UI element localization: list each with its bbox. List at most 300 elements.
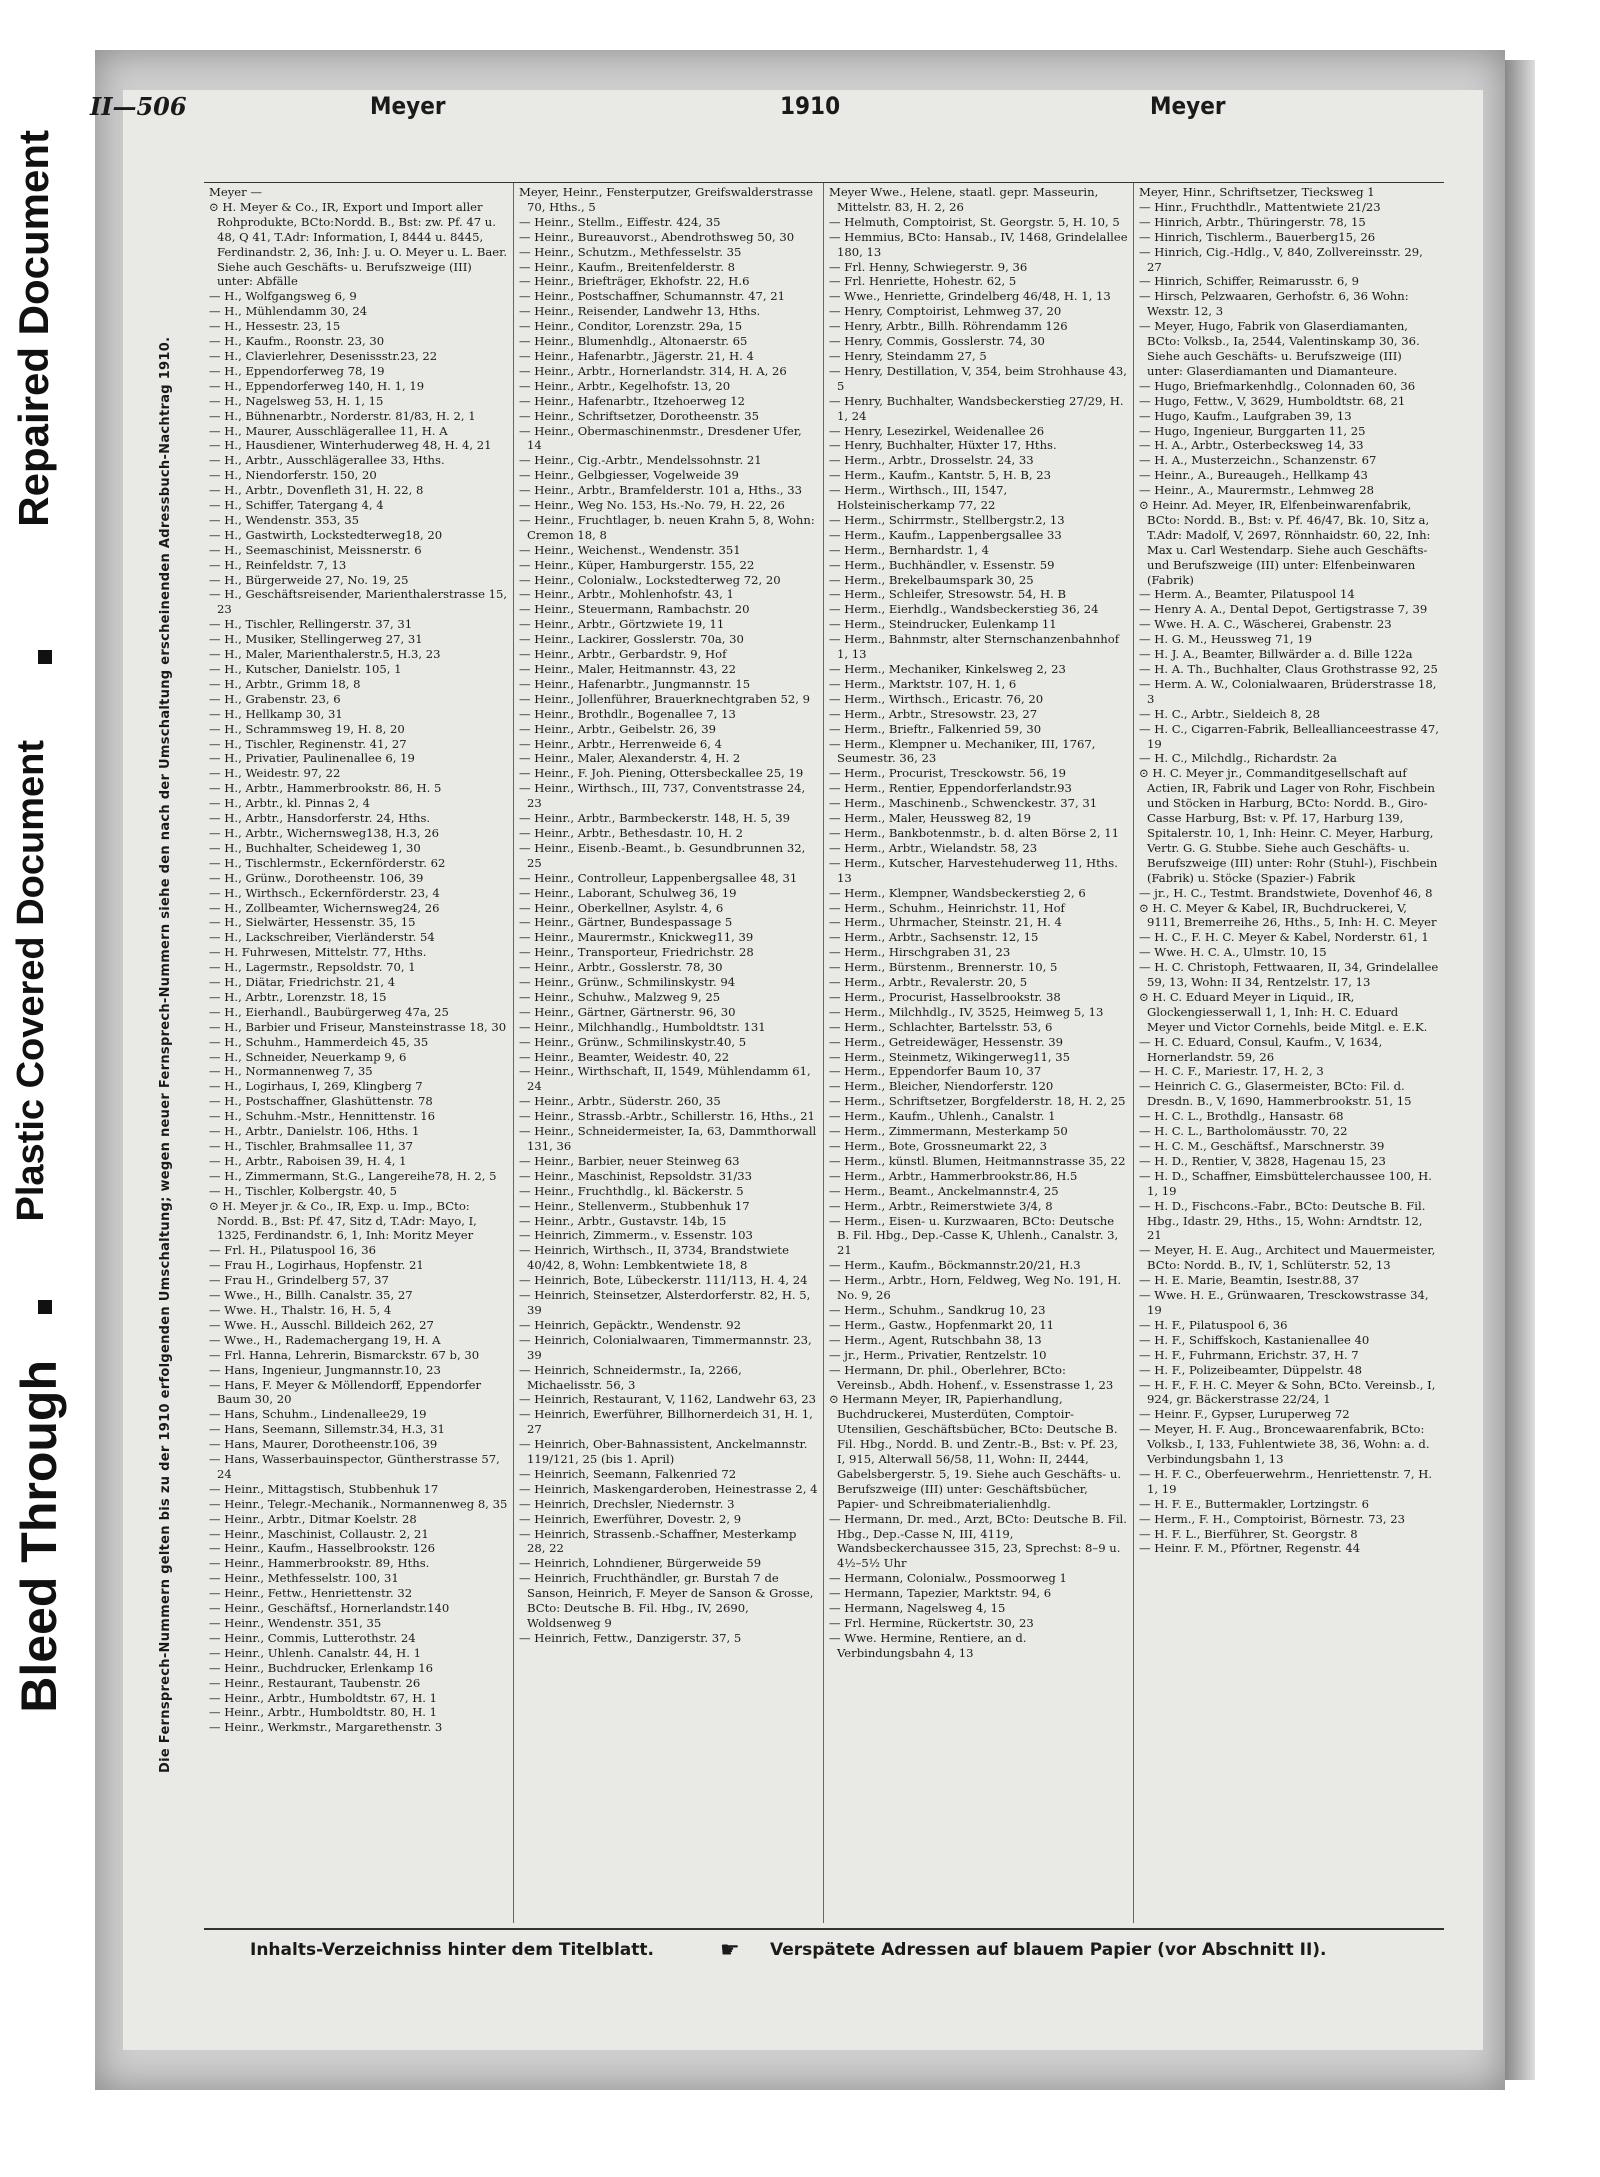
directory-entry: — Heinrich, Restaurant, V, 1162, Landwehr 63, 23 — [519, 1392, 816, 1407]
directory-entry: — Heinrich C. G., Glasermeister, BCto: Fil. d. Dresdn. B., V, 1690, Hammerbrookstr. 51, 15 — [1139, 1079, 1412, 1109]
directory-entry: — Hermann, Nagelsweg 4, 15 — [829, 1601, 1006, 1616]
header-right-name: Meyer — [1150, 92, 1226, 120]
directory-entry: ⊙ H. Meyer & Co., IR, Export und Import aller Rohprodukte, BCto:Nordd. B., Bst: zw. Pf. 47 u. 48, Q 41, T.Adr: Information, I, 8444 u. 8445, Ferdinandstr. 2, 36, Inh: J. u. O. Meyer u. L. Baer. Siehe auch Geschäfts- u. Berufszweige (III) unter: Abfälle — [209, 199, 508, 289]
directory-entry: — H., Kutscher, Danielstr. 105, 1 — [209, 662, 402, 676]
directory-entry: — Herm., Uhrmacher, Steinstr. 21, H. 4 — [829, 915, 1062, 930]
directory-entry: — Herm., Schuhm., Sandkrug 10, 23 — [829, 1302, 1046, 1317]
directory-entry: — Henry, Destillation, V, 354, beim Strohhause 43, 5 — [829, 363, 1127, 393]
directory-entry: — Heinr., Wendenstr. 351, 35 — [209, 1616, 382, 1630]
directory-entry: — H. D., Fischcons.-Fabr., BCto: Deutsche B. Fil. Hbg., Idastr. 29, Hths., 15, Wohn: Arndtstr. 12, 21 — [1139, 1198, 1426, 1243]
directory-entry: — Heinr., Maschinist, Repsoldstr. 31/33 — [519, 1168, 753, 1183]
directory-entry: — H., Lackschreiber, Vierländerstr. 54 — [209, 930, 435, 945]
directory-entry: — Heinr., Buchdrucker, Erlenkamp 16 — [209, 1660, 433, 1675]
directory-entry: — H., Grabenstr. 23, 6 — [209, 691, 341, 706]
directory-entry: — H., Tischler, Rellingerstr. 37, 31 — [209, 617, 413, 632]
directory-entry: — Heinrich, Ewerführer, Billhornerdeich 31, H. 1, 27 — [519, 1407, 813, 1437]
directory-entry: — Herm., Arbtr., Stresowstr. 23, 27 — [829, 706, 1038, 721]
directory-entry: — Wwe. H., Thalstr. 16, H. 5, 4 — [209, 1302, 392, 1317]
directory-entry: — Herm., Hirschgraben 31, 23 — [829, 945, 1011, 960]
directory-entry: — Herm., Schriftsetzer, Borgfelderstr. 18, H. 2, 25 — [829, 1094, 1126, 1109]
directory-entry: — H. C. L., Brothdlg., Hansastr. 68 — [1139, 1109, 1344, 1124]
directory-entry: — Heinr., Reisender, Landwehr 13, Hths. — [519, 304, 761, 319]
directory-entry: — Herm., Arbtr., Hammerbrookstr.86, H.5 — [829, 1168, 1078, 1183]
directory-entry: — H. F., Fuhrmann, Erichstr. 37, H. 7 — [1139, 1347, 1359, 1362]
directory-entry: — H. E. Marie, Beamtin, Isestr.88, 37 — [1139, 1273, 1360, 1288]
directory-entry: — H., Musiker, Stellingerweg 27, 31 — [209, 632, 423, 647]
directory-entry: — Hans, Maurer, Dorotheenstr.106, 39 — [209, 1437, 438, 1452]
directory-entry: — Hugo, Kaufm., Laufgraben 39, 13 — [1139, 408, 1352, 423]
directory-entry: — Heinr., Steuermann, Rambachstr. 20 — [519, 602, 750, 617]
directory-entry: — H., Grünw., Dorotheenstr. 106, 39 — [209, 870, 424, 885]
directory-entry: — Heinr., Gelbgiesser, Vogelweide 39 — [519, 468, 739, 483]
directory-entry: — Heinr., Milchhandlg., Humboldtstr. 131 — [519, 1019, 766, 1034]
column-4 — [1134, 183, 1444, 1923]
directory-entry: — H. F. C., Oberfeuerwehrm., Henriettenstr. 7, H. 1, 19 — [1139, 1466, 1433, 1496]
directory-entry: — H. G. M., Heussweg 71, 19 — [1139, 632, 1313, 647]
directory-entry: — H., Schrammsweg 19, H. 8, 20 — [209, 721, 405, 736]
directory-entry: — Hinrich, Arbtr., Thüringerstr. 78, 15 — [1139, 214, 1366, 229]
directory-entry: — Herm., Schirrmstr., Stellbergstr.2, 13 — [829, 512, 1065, 527]
directory-entry: — Hermann, Colonialw., Possmoorweg 1 — [829, 1571, 1067, 1586]
directory-entry: — Heinrich, Wirthsch., II, 3734, Brandstwiete 40/42, 8, Wohn: Lembkentwiete 18, 8 — [519, 1243, 789, 1273]
directory-entry: — Herm., Arbtr., Wielandstr. 58, 23 — [829, 840, 1038, 855]
directory-entry: — Helmuth, Comptoirist, St. Georgstr. 5, H. 10, 5 — [829, 214, 1120, 229]
directory-entry: — H. C., Arbtr., Sieldeich 8, 28 — [1139, 706, 1320, 721]
directory-entry: — Heinr., Methfesselstr. 100, 31 — [209, 1571, 399, 1586]
directory-entry: — Heinrich, Lohndiener, Bürgerweide 59 — [519, 1556, 762, 1571]
directory-entry: — Herm., Wirthsch., III, 1547, Holsteinischerkamp 77, 22 — [829, 483, 1008, 513]
directory-entry: — H., Tischler, Reginenstr. 41, 27 — [209, 736, 407, 751]
directory-entry: — H., Wirthsch., Eckernförderstr. 23, 4 — [209, 885, 440, 900]
directory-entry: — Hemmius, BCto: Hansab., IV, 1468, Grindelallee 180, 13 — [829, 229, 1128, 259]
label-separator — [38, 1300, 52, 1314]
directory-entry: — Herm., Milchhdlg., IV, 3525, Heimweg 5, 13 — [829, 1004, 1104, 1019]
directory-entry: — Hans, Schuhm., Lindenallee29, 19 — [209, 1407, 427, 1422]
directory-entry: — Herm., Kaufm., Lappenbergsallee 33 — [829, 527, 1062, 542]
directory-entry: — H. F., Schiffskoch, Kastanienallee 40 — [1139, 1332, 1370, 1347]
directory-entry: — H., Tischler, Brahmsallee 11, 37 — [209, 1139, 413, 1153]
directory-entry: — Heinrich, Strassenb.-Schaffner, Mesterkamp 28, 22 — [519, 1526, 797, 1556]
directory-entry: — Heinr., Briefträger, Ekhofstr. 22, H.6 — [519, 274, 750, 289]
page-header — [90, 92, 1340, 132]
directory-entry: — Wwe. H. A. C., Wäscherei, Grabenstr. 23 — [1139, 617, 1392, 632]
directory-entry: — H., Arbtr., Danielstr. 106, Hths. 1 — [209, 1124, 420, 1139]
directory-entry: — Herm., Arbtr., Drosselstr. 24, 33 — [829, 453, 1034, 468]
directory-entry: — H., Hausdiener, Winterhuderweg 48, H. 4, 21 — [209, 438, 492, 453]
directory-entry: — Hinrich, Cig.-Hdlg., V, 840, Zollvereinsstr. 29, 27 — [1139, 244, 1423, 274]
directory-entry: — Herm., Steindrucker, Eulenkamp 11 — [829, 617, 1057, 632]
directory-entry: — Heinr., Oberkellner, Asylstr. 4, 6 — [519, 900, 724, 915]
directory-entry: — Herm., Rentier, Eppendorferlandstr.93 — [829, 781, 1072, 796]
directory-entry: — Herm. A. W., Colonialwaaren, Brüderstrasse 18, 3 — [1139, 676, 1437, 706]
directory-entry: — H., Maurer, Ausschlägerallee 11, H. A — [209, 423, 448, 438]
directory-entry: — H., Schiffer, Tatergang 4, 4 — [209, 498, 384, 513]
directory-entry: — Heinr., Beamter, Weidestr. 40, 22 — [519, 1049, 730, 1064]
directory-entry: — Herm., Brekelbaumspark 30, 25 — [829, 572, 1034, 587]
label-plastic-covered: Plastic Covered Document — [10, 740, 52, 1222]
column-2 — [514, 183, 824, 1923]
directory-entry: — Heinr., Mittagstisch, Stubbenhuk 17 — [209, 1481, 439, 1496]
directory-entry: — Wwe., H., Rademachergang 19, H. A — [209, 1332, 441, 1347]
directory-entry: — Heinr., Schriftsetzer, Dorotheenstr. 35 — [519, 408, 760, 423]
directory-entry: — Heinr., Uhlenh. Canalstr. 44, H. 1 — [209, 1645, 421, 1660]
directory-entry: — Heinr., Arbtr., Bramfelderstr. 101 a, Hths., 33 — [519, 483, 803, 498]
directory-entry: — Herm., Procurist, Tresckowstr. 56, 19 — [829, 766, 1066, 781]
directory-entry: — Herm., Kutscher, Harvestehuderweg 11, Hths. 13 — [829, 855, 1118, 885]
directory-entry: — Herm., Klempner u. Mechaniker, III, 1767, Seumestr. 36, 23 — [829, 736, 1096, 766]
directory-entry: — Heinr., Strassb.-Arbtr., Schillerstr. 16, Hths., 21 — [519, 1109, 815, 1124]
directory-entry: — Heinr., Arbtr., Humboldtstr. 80, H. 1 — [209, 1705, 438, 1720]
bottom-rule — [204, 1928, 1444, 1930]
directory-entry: — H., Buchhalter, Scheideweg 1, 30 — [209, 840, 421, 855]
directory-entry: — Heinr., Transporteur, Friedrichstr. 28 — [519, 945, 754, 960]
directory-entry: — Heinr., Obermaschinenmstr., Dresdener Ufer, 14 — [519, 423, 802, 453]
directory-entry: — Heinr., Maurermstr., Knickweg11, 39 — [519, 930, 754, 945]
directory-entry: — H., Hellkamp 30, 31 — [209, 706, 343, 721]
directory-entry: — Heinr., F. Joh. Piening, Ottersbeckallee 25, 19 — [519, 766, 804, 781]
directory-entry: — Herm., Eppendorfer Baum 10, 37 — [829, 1064, 1042, 1079]
directory-entry: — H., Arbtr., Raboisen 39, H. 4, 1 — [209, 1153, 407, 1168]
directory-entry: — Henry, Steindamm 27, 5 — [829, 348, 987, 363]
directory-entry: — H., Niendorferstr. 150, 20 — [209, 468, 377, 483]
directory-entry: — Heinrich, Maskengarderoben, Heinestrasse 2, 4 — [519, 1481, 818, 1496]
directory-entry: — Heinr., Arbtr., Görtzwiete 19, 11 — [519, 617, 725, 632]
directory-entry: — Heinr., Commis, Lutterothstr. 24 — [209, 1630, 416, 1645]
directory-entry: — Heinr., Schutzm., Methfesselstr. 35 — [519, 244, 742, 259]
directory-entry: ⊙ H. Meyer jr. & Co., IR, Exp. u. Imp., BCto: Nordd. B., Bst: Pf. 47, Sitz d, T.Adr: Mayo, I, 1325, Ferdinandstr. 6, 1, Inh: Moritz Meyer — [209, 1198, 477, 1243]
directory-entry: — Frl. Henny, Schwiegerstr. 9, 36 — [829, 259, 1028, 274]
directory-entry: — Wwe. H. E., Grünwaaren, Tresckowstrasse 34, 19 — [1139, 1288, 1429, 1317]
directory-entry: — Frau H., Logirhaus, Hopfenstr. 21 — [209, 1258, 424, 1273]
directory-entry: — Herm., Bürstenm., Brennerstr. 10, 5 — [829, 960, 1058, 975]
directory-entry: — Henry, Buchhalter, Wandsbeckerstieg 27/29, H. 1, 24 — [829, 393, 1124, 423]
directory-entry: — Heinr., Hafenarbtr., Itzehoerweg 12 — [519, 393, 745, 408]
directory-entry: — Frl. H., Pilatuspool 16, 36 — [209, 1243, 376, 1258]
page-footer — [250, 1940, 1400, 1970]
directory-entry: — Heinr., Fettw., Henriettenstr. 32 — [209, 1586, 413, 1601]
directory-entry: — Heinr., Restaurant, Taubenstr. 26 — [209, 1675, 421, 1690]
directory-entry: — H., Arbtr., Wichernsweg138, H.3, 26 — [209, 825, 439, 840]
directory-entry: — Herm., Arbtr., Reimerstwiete 3/4, 8 — [829, 1198, 1053, 1213]
directory-entry: — Wwe. H., Ausschl. Billdeich 262, 27 — [209, 1317, 434, 1332]
page-number: II—506 — [90, 92, 187, 121]
directory-entry: — Heinr., Jollenführer, Brauerknechtgraben 52, 9 — [519, 691, 811, 706]
directory-entry: — Herm., Schuhm., Heinrichstr. 11, Hof — [829, 900, 1065, 915]
directory-entry: — H. D., Rentier, V, 3828, Hagenau 15, 23 — [1139, 1153, 1386, 1168]
directory-entry: — H., Schneider, Neuerkamp 9, 6 — [209, 1049, 407, 1064]
directory-entry: — Hinrich, Tischlerm., Bauerberg15, 26 — [1139, 229, 1376, 244]
directory-entry: — jr., Herm., Privatier, Rentzelstr. 10 — [829, 1347, 1047, 1362]
directory-entry: — Herm., Bleicher, Niendorferstr. 120 — [829, 1079, 1054, 1094]
directory-entry: — Frau H., Grindelberg 57, 37 — [209, 1273, 389, 1288]
directory-entry: — Herm., Mechaniker, Kinkelsweg 2, 23 — [829, 662, 1066, 676]
directory-entry: — H., Diätar, Friedrichstr. 21, 4 — [209, 975, 396, 990]
directory-entry: ⊙ Heinr. Ad. Meyer, IR, Elfenbeinwarenfabrik, BCto: Nordd. B., Bst: v. Pf. 46/47, Bk. 10, Sitz a, T.Adr: Madolf, V, 2697, Rönnhaidstr. 60, 22, Inh: Max u. Carl Westendarp. Siehe auch Geschäfts- und Berufszweige (III) unter: Elfenbeinwaren (Fabrik) — [1139, 498, 1431, 587]
directory-entry: — H. F., Polizeibeamter, Düppelstr. 48 — [1139, 1362, 1362, 1377]
directory-entry: — Heinrich, Schneidermstr., Ia, 2266, Michaelisstr. 56, 3 — [519, 1362, 742, 1392]
telephone-notice-text: Die Fernsprech-Nummern gelten bis zu der 1910 erfolgenden Umschaltung; wegen neuer Fernsprech-Nummern siehe den nach der Umschaltung erscheinenden Adressbuch-Nachtrag 1910. — [158, 336, 173, 1774]
directory-entry: — H. C. M., Geschäftsf., Marschnerstr. 39 — [1139, 1139, 1385, 1153]
directory-entry: — H. J. A., Beamter, Billwärder a. d. Bille 122a — [1139, 647, 1413, 662]
directory-entry: — H., Tischler, Kolbergstr. 40, 5 — [209, 1183, 398, 1198]
directory-entry: — Henry A. A., Dental Depot, Gertigstrasse 7, 39 — [1139, 602, 1428, 617]
directory-entry: — Henry, Buchhalter, Hüxter 17, Hths. — [829, 438, 1057, 453]
directory-entry: — Heinr., Cig.-Arbtr., Mendelssohnstr. 21 — [519, 453, 762, 468]
directory-entry: — Heinr., Küper, Hamburgerstr. 155, 22 — [519, 557, 755, 572]
directory-entry: — Heinr., Schuhw., Malzweg 9, 25 — [519, 989, 721, 1004]
directory-entry: Meyer, Hinr., Schriftsetzer, Tiecksweg 1 — [1139, 185, 1375, 199]
directory-entry: — H. C. L., Bartholomäusstr. 70, 22 — [1139, 1124, 1348, 1139]
directory-entry: — Herm., Bahnmstr, alter Sternschanzenbahnhof 1, 13 — [829, 632, 1120, 662]
directory-entry: — Heinr., Arbtr., Humboldtstr. 67, H. 1 — [209, 1690, 438, 1705]
directory-entry: — H., Tischlermstr., Eckernförderstr. 62 — [209, 855, 446, 870]
directory-entry: — Hermann, Dr. med., Arzt, BCto: Deutsche B. Fil. Hbg., Dep.-Casse N, III, 4119, Wandsbeckerchaussee 315, 23, Sprechst: 8–9 u. 4½–5½ Uhr — [829, 1511, 1127, 1571]
directory-entry: — Heinr., A., Maurermstr., Lehmweg 28 — [1139, 483, 1374, 498]
footer-late-addresses-note: Verspätete Adressen auf blauem Papier (vor Abschnitt II). — [770, 1940, 1327, 1960]
directory-entry: — Meyer, Hugo, Fabrik von Glaserdiamanten, BCto: Volksb., Ia, 2544, Valentinskamp 30, 36. Siehe auch Geschäfts- u. Berufszweige (III) unter: Glaserdiamanten und Diamanteure. — [1139, 319, 1420, 378]
directory-entry: — H., Nagelsweg 53, H. 1, 15 — [209, 393, 384, 408]
directory-entry: — Herm., Brieftr., Falkenried 59, 30 — [829, 721, 1042, 736]
header-left-name: Meyer — [370, 92, 446, 120]
directory-entry: — Heinr., Geschäftsf., Hornerlandstr.140 — [209, 1601, 450, 1616]
directory-entry: — Heinr., Maler, Heitmannstr. 43, 22 — [519, 662, 737, 676]
directory-entry: — Herm., Agent, Rutschbahn 38, 13 — [829, 1332, 1042, 1347]
directory-entry: — Heinr., Weichenst., Wendenstr. 351 — [519, 542, 741, 557]
directory-entry: — Herm., Gastw., Hopfenmarkt 20, 11 — [829, 1317, 1055, 1332]
directory-entry: — Heinr., Postschaffner, Schumannstr. 47, 21 — [519, 289, 786, 304]
directory-entry: — jr., H. C., Testmt. Brandstwiete, Dovenhof 46, 8 — [1139, 885, 1433, 900]
directory-entry: — H. C. Eduard, Consul, Kaufm., V, 1634, Hornerlandstr. 59, 26 — [1139, 1034, 1383, 1064]
directory-entry: — H., Logirhaus, I, 269, Klingberg 7 — [209, 1079, 423, 1094]
directory-entry: — Herm., Schlachter, Bartelsstr. 53, 6 — [829, 1019, 1053, 1034]
directory-entry: — H. C. F., Mariestr. 17, H. 2, 3 — [1139, 1064, 1324, 1079]
directory-entry: — Heinr., Weg No. 153, Hs.-No. 79, H. 22, 26 — [519, 498, 785, 513]
directory-entry: — H., Mühlendamm 30, 24 — [209, 304, 368, 319]
directory-entry: — Heinr., Arbtr., Gerbardstr. 9, Hof — [519, 647, 727, 662]
directory-entry: — Herm., Eierhdlg., Wandsbeckerstieg 36, 24 — [829, 602, 1099, 617]
directory-entry: — Heinr., Grünw., Schmilinskystr.40, 5 — [519, 1034, 747, 1049]
directory-entry: ⊙ H. C. Eduard Meyer in Liquid., IR, Glockengiesserwall 1, 1, Inh: H. C. Eduard Meyer und Victor Cornehls, beide Mitgl. e. E.K. — [1139, 989, 1428, 1034]
directory-entry: — Hermann, Tapezier, Marktstr. 94, 6 — [829, 1586, 1052, 1601]
directory-entry: — Heinr., Fruchtlager, b. neuen Krahn 5, 8, Wohn: Cremon 18, 8 — [519, 512, 815, 542]
directory-entry: — H., Arbtr., Grimm 18, 8 — [209, 676, 361, 691]
directory-entry: — Heinr., Arbtr., Gustavstr. 14b, 15 — [519, 1213, 727, 1228]
entry-columns — [204, 182, 1444, 1923]
directory-entry: — Frl. Hanna, Lehrerin, Bismarckstr. 67 b, 30 — [209, 1347, 480, 1362]
directory-entry: — Henry, Commis, Gosslerstr. 74, 30 — [829, 334, 1045, 349]
directory-entry: — H. F., F. H. C. Meyer & Sohn, BCto. Vereinsb., I, 924, gr. Bäckerstrasse 22/24, 1 — [1139, 1377, 1436, 1407]
directory-entry: — H., Weidestr. 97, 22 — [209, 766, 341, 781]
directory-entry: — Heinr., Arbtr., Gosslerstr. 78, 30 — [519, 960, 723, 975]
directory-entry: — H., Arbtr., kl. Pinnas 2, 4 — [209, 796, 370, 811]
directory-entry: — Heinr. F. M., Pförtner, Regenstr. 44 — [1139, 1541, 1361, 1556]
directory-entry: — Heinrich, Seemann, Falkenried 72 — [519, 1466, 737, 1481]
directory-entry: Meyer — — [209, 185, 262, 199]
directory-entry: — Heinr., Gärtner, Bundespassage 5 — [519, 915, 733, 930]
directory-entry: — H. C., Milchdlg., Richardstr. 2a — [1139, 751, 1337, 766]
directory-entry: — H., Kaufm., Roonstr. 23, 30 — [209, 334, 385, 349]
directory-entry: — Henry, Arbtr., Billh. Röhrendamm 126 — [829, 319, 1068, 334]
directory-entry: — H., Eppendorferweg 78, 19 — [209, 363, 385, 378]
directory-entry: — Heinr., Colonialw., Lockstedterweg 72, 20 — [519, 572, 781, 587]
directory-entry: — Herm., Getreidewäger, Hessenstr. 39 — [829, 1034, 1063, 1049]
directory-entry: — H., Arbtr., Hansdorferstr. 24, Hths. — [209, 811, 431, 826]
directory-entry: — Herm., Klempner, Wandsbeckerstieg 2, 6 — [829, 885, 1086, 900]
directory-entry: — Heinrich, Fettw., Danzigerstr. 37, 5 — [519, 1630, 742, 1645]
directory-entry: — Hugo, Ingenieur, Burggarten 11, 25 — [1139, 423, 1366, 438]
directory-entry: — H. D., Schaffner, Eimsbüttelerchaussee 100, H. 1, 19 — [1139, 1168, 1432, 1198]
directory-entry: — Herm., Arbtr., Horn, Feldweg, Weg No. 191, H. No. 9, 26 — [829, 1273, 1122, 1303]
directory-entry: — Heinrich, Steinsetzer, Alsterdorferstr. 82, H. 5, 39 — [519, 1288, 811, 1317]
directory-entry: — H., Gastwirth, Lockstedterweg18, 20 — [209, 527, 443, 542]
directory-entry: — Hinr., Fruchthdlr., Mattentwiete 21/23 — [1139, 199, 1381, 214]
directory-entry: — Heinr., Stellenverm., Stubbenhuk 17 — [519, 1198, 750, 1213]
directory-entry: — Heinr., Arbtr., Süderstr. 260, 35 — [519, 1094, 721, 1109]
directory-entry: — Hirsch, Pelzwaaren, Gerhofstr. 6, 36 Wohn: Wexstr. 12, 3 — [1139, 289, 1409, 319]
directory-entry: ⊙ H. C. Meyer & Kabel, IR, Buchdruckerei, V, 9111, Bremerreihe 26, Hths., 5, Inh: H. C. Meyer — [1139, 900, 1437, 930]
directory-entry: — H., Hessestr. 23, 15 — [209, 319, 341, 334]
directory-entry: ⊙ H. C. Meyer jr., Commanditgesellschaft auf Actien, IR, Fabrik und Lager von Rohr, Fischbein und Stöcken in Harburg, BCto: Nordd. B., Giro-Casse Harburg, Bst: v. Pf. 17, Harburg 139, Spitalerstr. 10, 1, Inh: Heinr. C. Meyer, Harburg, Vertr. G. G. Stubbe. Siehe auch Geschäfts- u. Berufszweige (III) unter: Rohr (Stuhl-), Fischbein (Fabrik) u. Stöcke (Spazier-) Fabrik — [1139, 766, 1438, 885]
directory-entry: — Heinr., Hammerbrookstr. 89, Hths. — [209, 1556, 430, 1571]
directory-entry: — Herm., Bankbotenmstr., b. d. alten Börse 2, 11 — [829, 825, 1119, 840]
directory-entry: — Herm., Steinmetz, Wikingerweg11, 35 — [829, 1049, 1071, 1064]
directory-entry: — Herm., Buchhändler, v. Essenstr. 59 — [829, 557, 1055, 572]
directory-entry: — Heinr., Stellm., Eiffestr. 424, 35 — [519, 214, 721, 229]
directory-entry: — Meyer, H. E. Aug., Architect und Mauermeister, BCto: Nordd. B., IV, 1, Schlüterstr. 52, 13 — [1139, 1243, 1436, 1273]
directory-entry: Meyer, Heinr., Fensterputzer, Greifswalderstrasse 70, Hths., 5 — [519, 185, 813, 214]
label-bleed-through: Bleed Through — [11, 1360, 67, 1713]
directory-entry: — Herm., Bote, Grossneumarkt 22, 3 — [829, 1139, 1048, 1153]
directory-entry: — Heinr., Hafenarbtr., Jungmannstr. 15 — [519, 676, 751, 691]
directory-entry: — Herm., Maschinenb., Schwenckestr. 37, 31 — [829, 796, 1098, 811]
directory-entry: — Heinr., Arbtr., Ditmar Koelstr. 28 — [209, 1511, 417, 1526]
directory-entry: — Heinr., Conditor, Lorenzstr. 29a, 15 — [519, 319, 743, 334]
directory-entry: — Wwe. H. C. A., Ulmstr. 10, 15 — [1139, 945, 1327, 960]
header-year: 1910 — [780, 92, 841, 120]
label-repaired-document: Repaired Document — [10, 130, 57, 527]
directory-entry: — Heinr., Arbtr., Mohlenhofstr. 43, 1 — [519, 587, 734, 602]
directory-entry: — H., Zollbeamter, Wichernsweg24, 26 — [209, 900, 440, 915]
directory-entry: — H., Postschaffner, Glashüttenstr. 78 — [209, 1094, 433, 1109]
directory-entry: — H., Maler, Marienthalerstr.5, H.3, 23 — [209, 647, 441, 662]
directory-entry: — H., Schuhm., Hammerdeich 45, 35 — [209, 1034, 429, 1049]
directory-entry: — H., Arbtr., Dovenfleth 31, H. 22, 8 — [209, 483, 424, 498]
directory-entry: — Herm. A., Beamter, Pilatuspool 14 — [1139, 587, 1355, 602]
directory-entry: — H., Reinfeldstr. 7, 13 — [209, 557, 347, 572]
directory-entry: — H. A., Musterzeichn., Schanzenstr. 67 — [1139, 453, 1377, 468]
directory-entry: Meyer Wwe., Helene, staatl. gepr. Masseurin, Mittelstr. 83, H. 2, 26 — [829, 185, 1099, 214]
directory-entry: — Wwe., Henriette, Grindelberg 46/48, H. 1, 13 — [829, 289, 1111, 304]
directory-entry: — Heinr., Fruchthdlg., kl. Bäckerstr. 5 — [519, 1183, 744, 1198]
directory-entry: — Herm., Procurist, Hasselbrookstr. 38 — [829, 989, 1061, 1004]
directory-entry: — Hans, Ingenieur, Jungmannstr.10, 23 — [209, 1362, 441, 1377]
directory-entry: — H., Bühnenarbtr., Norderstr. 81/83, H. 2, 1 — [209, 408, 476, 423]
directory-entry: — H. F. L., Bierführer, St. Georgstr. 8 — [1139, 1526, 1358, 1541]
directory-entry: — H., Clavierlehrer, Desenissstr.23, 22 — [209, 348, 438, 363]
directory-entry: — Herm., Arbtr., Sachsenstr. 12, 15 — [829, 930, 1039, 945]
directory-entry: — Herm., Eisen- u. Kurzwaaren, BCto: Deutsche B. Fil. Hbg., Dep.-Casse K, Uhlenh., Canalstr. 3, 21 — [829, 1213, 1119, 1258]
directory-entry: — Heinrich, Bote, Lübeckerstr. 111/113, H. 4, 24 — [519, 1273, 808, 1288]
directory-entry: — Heinrich, Ewerführer, Dovestr. 2, 9 — [519, 1511, 742, 1526]
directory-entry: — Hans, Seemann, Sillemstr.34, H.3, 31 — [209, 1422, 445, 1437]
directory-entry: — Heinrich, Colonialwaaren, Timmermannstr. 23, 39 — [519, 1332, 812, 1362]
directory-entry: — H. A., Arbtr., Osterbecksweg 14, 33 — [1139, 438, 1364, 453]
directory-entry: — H., Lagermstr., Repsoldstr. 70, 1 — [209, 960, 416, 975]
directory-entry: — Heinrich, Gepäcktr., Wendenstr. 92 — [519, 1317, 742, 1332]
directory-entry: — Frl. Henriette, Hohestr. 62, 5 — [829, 274, 1017, 289]
directory-entry: — Heinr., Arbtr., Herrenweide 6, 4 — [519, 736, 723, 751]
sheet-edge — [1505, 60, 1535, 2080]
directory-entry: — Herm., Schleifer, Stresowstr. 54, H. B — [829, 587, 1067, 602]
directory-entry: — Hinrich, Schiffer, Reimarusstr. 6, 9 — [1139, 274, 1360, 289]
directory-entry: — Heinr., Hafenarbtr., Jägerstr. 21, H. 4 — [519, 348, 754, 363]
directory-entry: — Heinr., Barbier, neuer Steinweg 63 — [519, 1153, 740, 1168]
directory-entry: ⊙ Hermann Meyer, IR, Papierhandlung, Buchdruckerei, Musterdüten, Comptoir-Utensilien, Geschäftsbücher, BCto: Deutsche B. Fil. Hbg., Nordd. B. und Zentr.-B., Bst: v. Pf. 23, I, 915, Alterwall 56/58, 11, Wohn: II, 2444, Gabelsbergerstr. 5, 19. Siehe auch Geschäfts- u. Berufszweige (III) unter: Geschäftsbücher, Papier- und Schreibmaterialienhdlg. — [829, 1392, 1122, 1511]
directory-entry: — Heinrich, Zimmerm., v. Essenstr. 103 — [519, 1228, 753, 1243]
directory-entry: — Meyer, H. F. Aug., Broncewaarenfabrik, BCto: Volksb., I, 133, Fuhlentwiete 38, 36, Wohn: a. d. Verbindungsbahn 1, 13 — [1139, 1422, 1430, 1467]
directory-entry: — H., Eppendorferweg 140, H. 1, 19 — [209, 378, 425, 393]
archive-tab-labels — [0, 120, 95, 1820]
directory-entry: — H. C., Cigarren-Fabrik, Belleallianceestrasse 47, 19 — [1139, 721, 1439, 751]
directory-entry: — Wwe., H., Billh. Canalstr. 35, 27 — [209, 1288, 413, 1303]
directory-entry: — Herm., Maler, Heussweg 82, 19 — [829, 811, 1031, 826]
directory-entry: — H., Arbtr., Lorenzstr. 18, 15 — [209, 989, 387, 1004]
directory-entry: — Heinr., Eisenb.-Beamt., b. Gesundbrunnen 32, 25 — [519, 840, 806, 870]
directory-entry: — Heinr., Arbtr., Bethesdastr. 10, H. 2 — [519, 825, 743, 840]
directory-entry: — Hans, Wasserbauinspector, Güntherstrasse 57, 24 — [209, 1452, 500, 1481]
directory-entry: — Heinr., Gärtner, Gärtnerstr. 96, 30 — [519, 1004, 736, 1019]
directory-entry: — Heinr., Lackirer, Gosslerstr. 70a, 30 — [519, 632, 744, 647]
directory-entry: — Heinr., Bureauvorst., Abendrothsweg 50, 30 — [519, 229, 795, 244]
directory-entry: — Herm., Beamt., Anckelmannstr.4, 25 — [829, 1183, 1059, 1198]
directory-entry: — Heinr., Blumenhdlg., Altonaerstr. 65 — [519, 334, 748, 349]
directory-entry: — H., Arbtr., Ausschlägerallee 33, Hths. — [209, 453, 445, 468]
directory-entry: — Heinr., Kaufm., Hasselbrookstr. 126 — [209, 1541, 435, 1556]
directory-entry: — H. F., Pilatuspool 6, 36 — [1139, 1317, 1288, 1332]
directory-entry: — Heinr., Schneidermeister, Ia, 63, Dammthorwall 131, 36 — [519, 1124, 817, 1153]
directory-entry: — Hugo, Fettw., V, 3629, Humboldtstr. 68, 21 — [1139, 393, 1406, 408]
directory-entry: — H., Zimmermann, St.G., Langereihe78, H. 2, 5 — [209, 1168, 497, 1183]
directory-entry: — Hermann, Dr. phil., Oberlehrer, BCto: Vereinsb., Abdh. Hohenf., v. Essenstrasse 1, 23 — [829, 1362, 1114, 1392]
directory-entry: — Heinr., Controlleur, Lappenbergsallee 48, 31 — [519, 870, 798, 885]
directory-entry: — Herm., Kaufm., Böckmannstr.20/21, H.3 — [829, 1258, 1081, 1273]
directory-entry: — H., Schuhm.-Mstr., Hennittenstr. 16 — [209, 1109, 435, 1124]
directory-entry: — Hugo, Briefmarkenhdlg., Colonnaden 60, 36 — [1139, 378, 1416, 393]
directory-entry: — Heinr., Arbtr., Kegelhofstr. 13, 20 — [519, 378, 731, 393]
label-separator — [38, 650, 52, 664]
directory-entry: — Heinrich, Drechsler, Niedernstr. 3 — [519, 1496, 735, 1511]
directory-entry: — Herm., Zimmermann, Mesterkamp 50 — [829, 1124, 1068, 1139]
directory-entry: — Heinr., A., Bureaugeh., Hellkamp 43 — [1139, 468, 1368, 483]
directory-entry: — Heinr., Werkmstr., Margarethenstr. 3 — [209, 1720, 443, 1735]
directory-entry: — Heinrich, Ober-Bahnassistent, Anckelmannstr. 119/121, 25 (bis 1. April) — [519, 1437, 808, 1467]
directory-entry: — Herm., Arbtr., Revalerstr. 20, 5 — [829, 975, 1028, 990]
directory-entry: — Heinr., Telegr.-Mechanik., Normannenweg 8, 35 — [209, 1496, 508, 1511]
directory-entry: — Wwe. Hermine, Rentiere, an d. Verbindungsbahn 4, 13 — [829, 1630, 1027, 1660]
directory-entry: — Heinr., Arbtr., Barmbeckerstr. 148, H. 5, 39 — [519, 811, 790, 826]
directory-entry: — Heinr., Arbtr., Geibelstr. 26, 39 — [519, 721, 717, 736]
directory-entry: — H., Barbier und Friseur, Mansteinstrasse 18, 30 — [209, 1019, 507, 1034]
directory-entry: — Herm., Kaufm., Uhlenh., Canalstr. 1 — [829, 1109, 1056, 1124]
directory-entry: — Hans, F. Meyer & Möllendorff, Eppendorfer Baum 30, 20 — [209, 1377, 482, 1407]
directory-entry: — H., Seemaschinist, Meissnerstr. 6 — [209, 542, 422, 557]
column-3 — [824, 183, 1134, 1923]
directory-entry: — Heinr., Arbtr., Hornerlandstr. 314, H. A, 26 — [519, 363, 787, 378]
directory-entry: — H., Bürgerweide 27, No. 19, 25 — [209, 572, 409, 587]
directory-entry: — H. C., F. H. C. Meyer & Kabel, Norderstr. 61, 1 — [1139, 930, 1429, 945]
directory-entry: — Heinr., Wirthsch., III, 737, Conventstrasse 24, 23 — [519, 781, 806, 811]
footer-index-note: Inhalts-Verzeichniss hinter dem Titelblatt. — [250, 1940, 654, 1960]
